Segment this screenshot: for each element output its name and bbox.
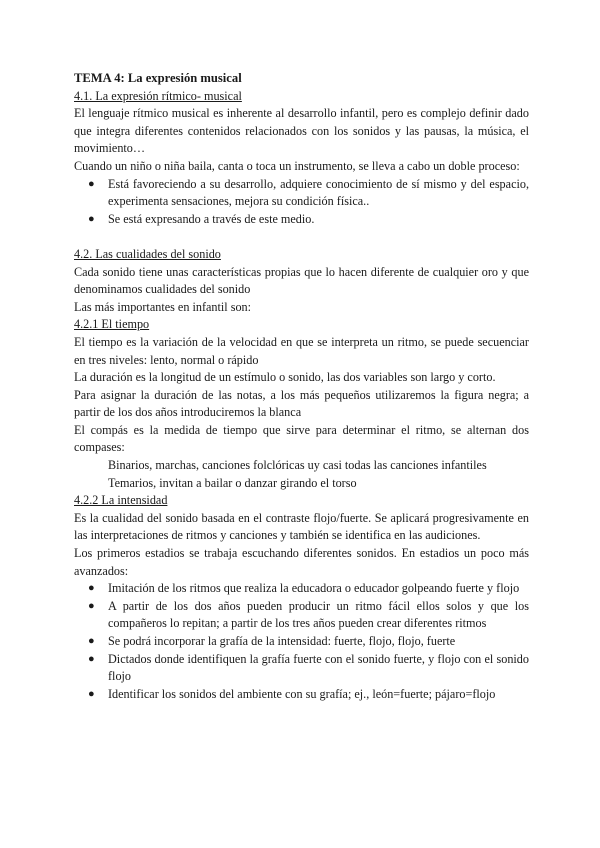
indented-line: Binarios, marchas, canciones folclóricas uy casi todas las canciones infantiles xyxy=(108,458,487,473)
bullet-icon: ● xyxy=(88,652,95,665)
list-item: ● Está favoreciendo a su desarrollo, adquiere conocimiento de sí mismo y del espacio, experimenta sensaciones, mejora su condición física.. xyxy=(88,176,529,209)
bullet-icon: ● xyxy=(88,177,95,190)
paragraph: Las más importantes en infantil son: xyxy=(74,299,252,314)
list-item: ● Se está expresando a través de este medio. xyxy=(76,211,529,229)
bullet-list xyxy=(74,580,529,703)
section-heading-4-2-2: 4.2.2 La intensidad xyxy=(74,493,168,508)
section-heading-4-1: 4.1. La expresión rítmico- musical xyxy=(74,88,242,103)
paragraph: Cada sonido tiene unas características propias que lo hacen diferente de cualquier oro y que denominamos cualidades del sonido xyxy=(74,264,529,297)
section-heading-4-2: 4.2. Las cualidades del sonido xyxy=(74,246,221,261)
bullet-icon: ● xyxy=(88,687,95,700)
list-item: ● Imitación de los ritmos que realiza la educadora o educador golpeando fuerte y flojo xyxy=(76,580,529,598)
list-item: ● Se podrá incorporar la grafía de la intensidad: fuerte, flojo, flojo, fuerte xyxy=(76,633,529,651)
section-heading-4-2-1: 4.2.1 El tiempo xyxy=(74,317,150,332)
bullet-icon: ● xyxy=(88,212,95,225)
list-item: ● Identificar los sonidos del ambiente con su grafía; ej., león=fuerte; pájaro=flojo xyxy=(76,686,529,704)
paragraph: La duración es la longitud de un estímulo o sonido, las dos variables son largo y corto. xyxy=(74,370,496,385)
paragraph: El lenguaje rítmico musical es inherente al desarrollo infantil, pero es complejo definir dado que integra diferentes contenidos relacionados con los sonidos y las pausas, la música, el movimiento… xyxy=(74,106,529,156)
paragraph: El tiempo es la variación de la velocidad en que se interpreta un ritmo, se puede secuenciar en tres niveles: lento, normal o rápido xyxy=(74,334,529,367)
document-title: TEMA 4: La expresión musical xyxy=(74,71,242,85)
bullet-icon: ● xyxy=(88,635,95,647)
bullet-list xyxy=(74,176,529,229)
paragraph: El compás es la medida de tiempo que sirve para determinar el ritmo, se alternan dos compases: xyxy=(74,422,529,455)
list-item: ● Dictados donde identifiquen la grafía fuerte con el sonido fuerte, y flojo con el sonido flojo xyxy=(88,651,529,684)
document-page xyxy=(74,70,529,703)
indented-line: Temarios, invitan a bailar o danzar girando el torso xyxy=(108,475,357,490)
paragraph: Es la cualidad del sonido basada en el contraste flojo/fuerte. Se aplicará progresivamente en las interpretaciones de ritmos y canciones y también se identifica en las audiciones. xyxy=(74,510,529,543)
bullet-icon: ● xyxy=(88,582,95,595)
bullet-icon: ● xyxy=(88,599,95,612)
list-item: ● A partir de los dos años pueden producir un ritmo fácil ellos solos y que los compañeros lo repitan; a partir de los tres años pueden crear diferentes ritmos xyxy=(88,598,529,631)
paragraph: Cuando un niño o niña baila, canta o toca un instrumento, se lleva a cabo un doble proceso: xyxy=(74,158,520,173)
paragraph: Los primeros estadios se trabaja escuchando diferentes sonidos. En estadios un poco más avanzados: xyxy=(74,546,529,578)
paragraph: Para asignar la duración de las notas, a los más pequeños utilizaremos la figura negra; a partir de los dos años introduciremos la blanca xyxy=(74,387,529,420)
